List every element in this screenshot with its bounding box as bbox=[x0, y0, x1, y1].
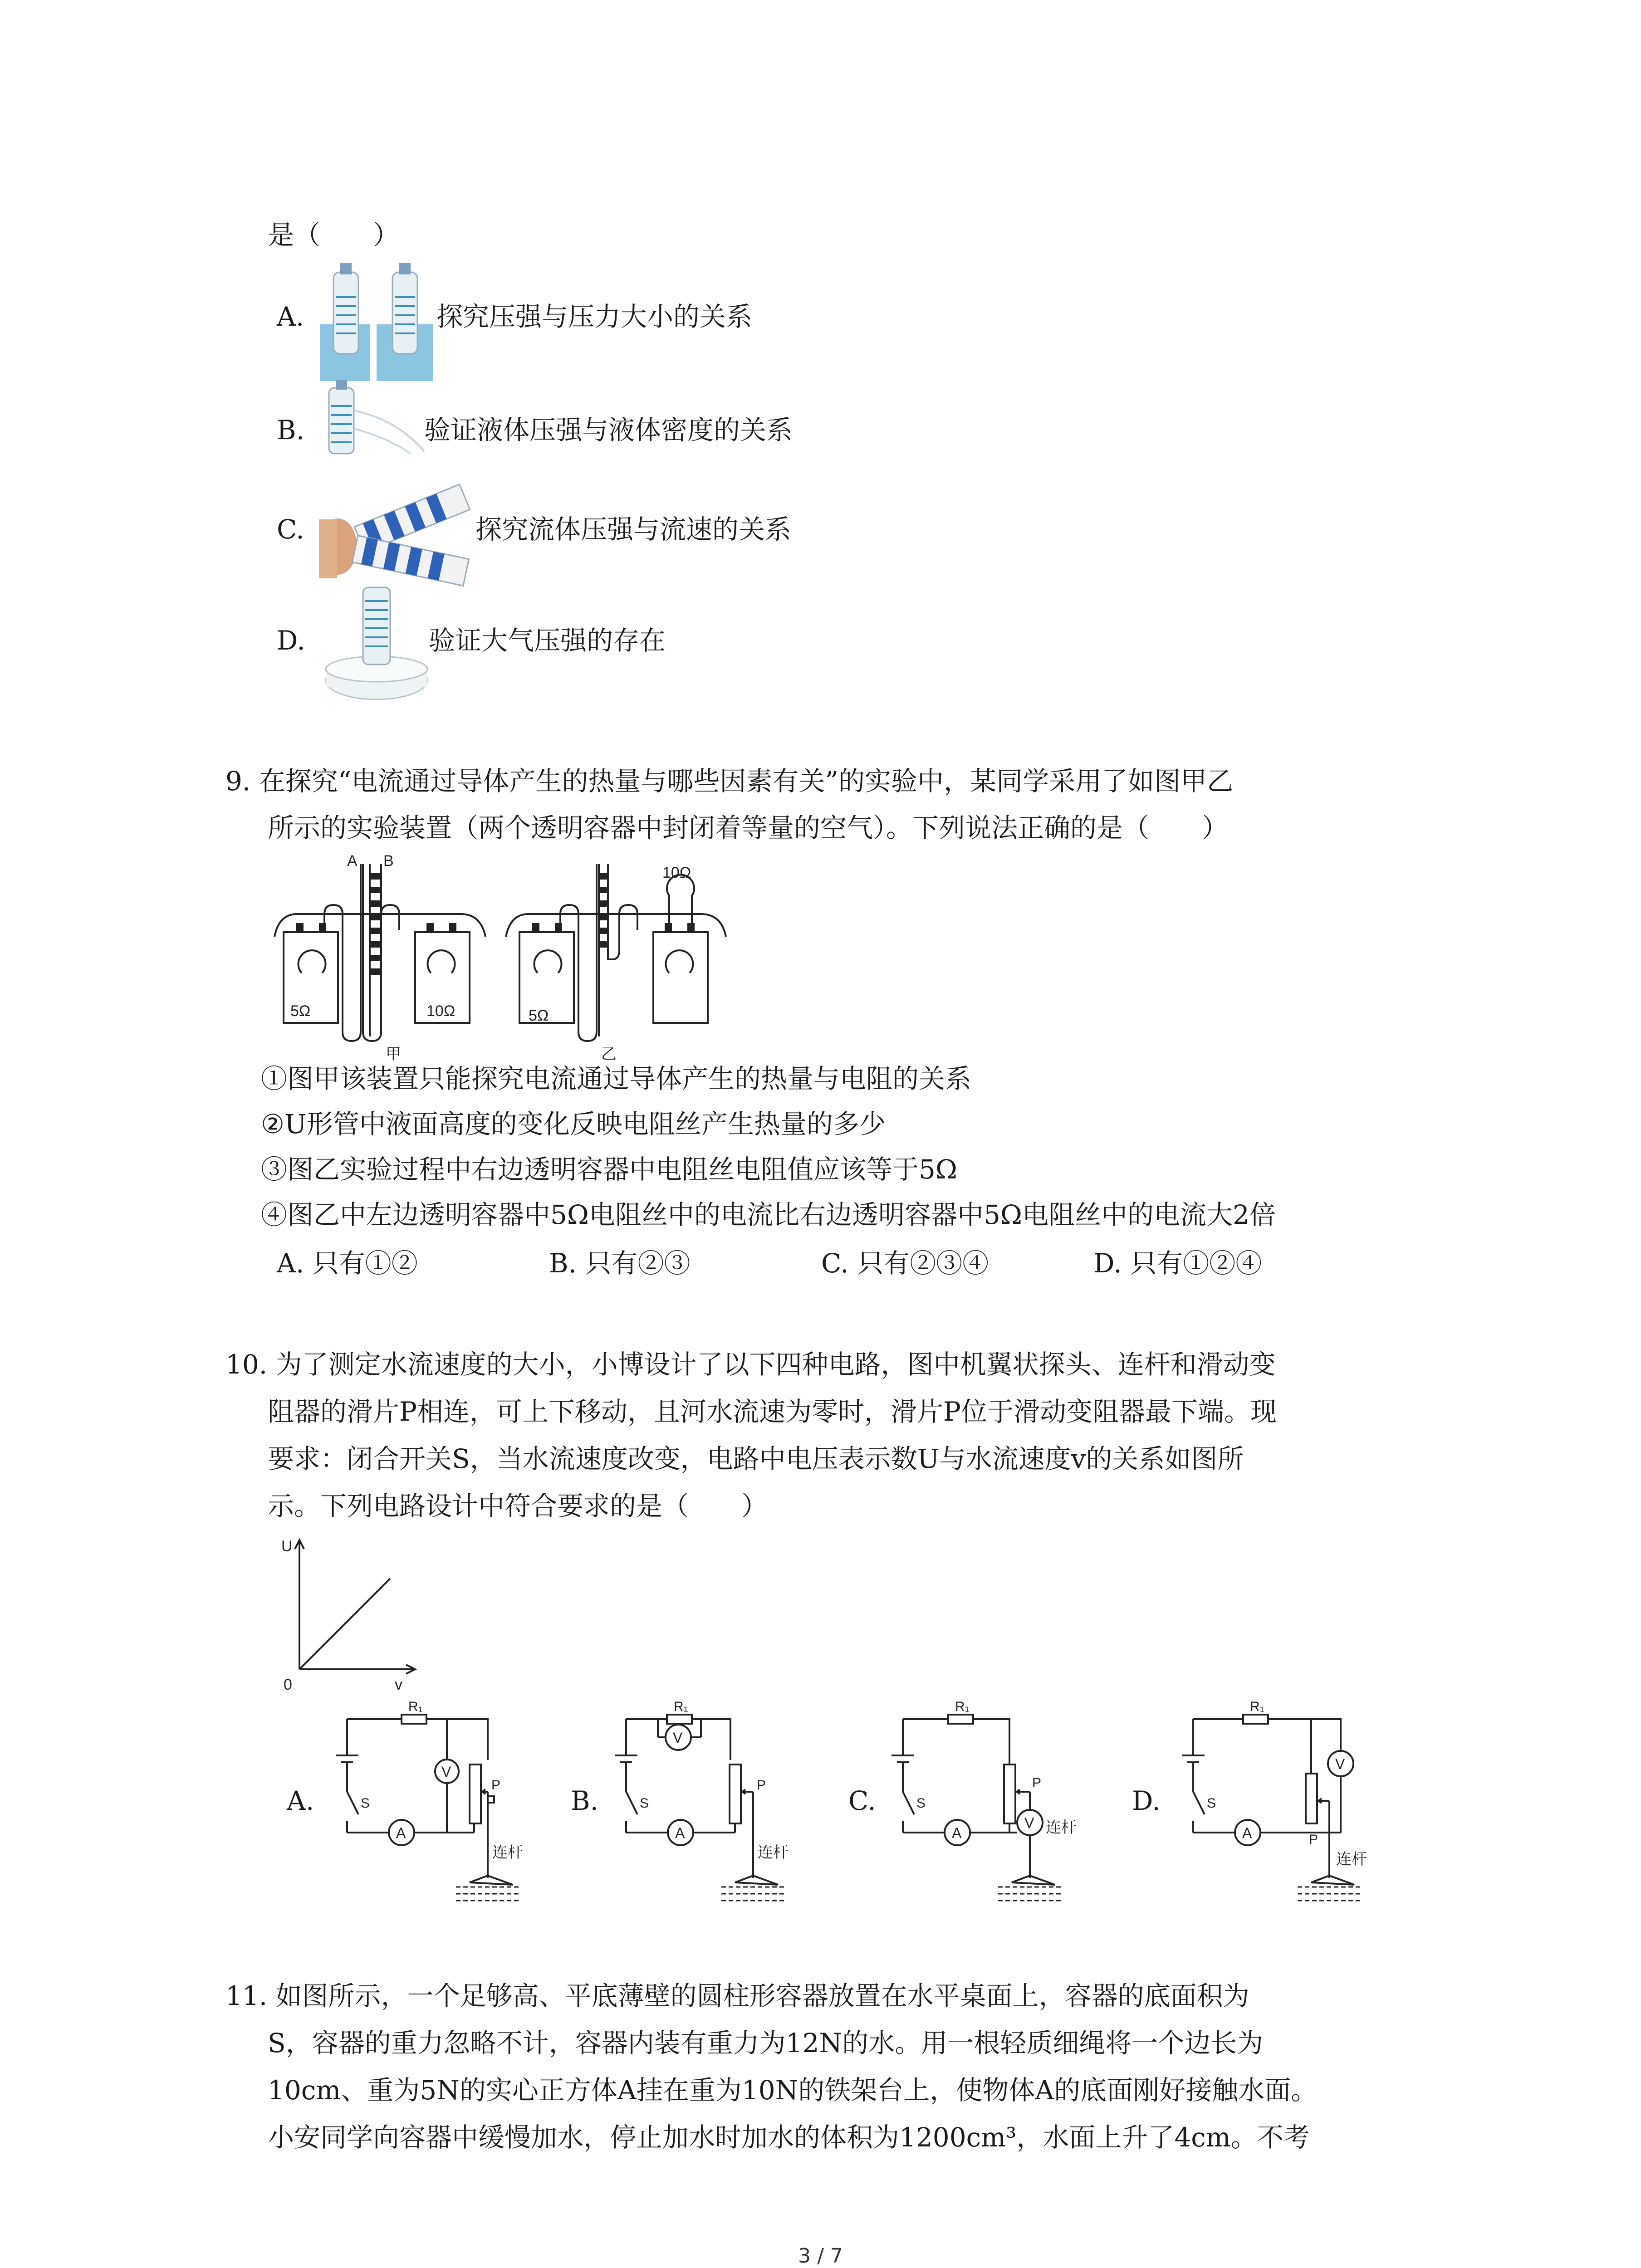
q9-resistor-top-yi: 10Ω bbox=[662, 864, 691, 881]
q10-circuit-d-r1-label: R₁ bbox=[1250, 1699, 1264, 1714]
q10-circuit-b-rod-label: 连杆 bbox=[758, 1843, 789, 1862]
q10-circuit-c-rod-label: 连杆 bbox=[1046, 1818, 1077, 1837]
q9-caption-yi: 乙 bbox=[601, 1046, 617, 1063]
q9-statement-4: ④图乙中左边透明容器中5Ω电阻丝中的电流比右边透明容器中5Ω电阻丝中的电流大2倍 bbox=[261, 1199, 1276, 1230]
q8-option-b-text: 验证液体压强与液体密度的关系 bbox=[424, 415, 793, 445]
q10-stem-line-1: 10. 为了测定水流速度的大小，小博设计了以下四种电路，图中机翼状探头、连杆和滑动变 bbox=[225, 1349, 1276, 1380]
q10-circuit-a-rod-label: 连杆 bbox=[492, 1843, 523, 1862]
q8-option-a-image bbox=[318, 261, 436, 383]
page-number: 3 / 7 bbox=[798, 2244, 843, 2268]
q10-stem-line-2: 阻器的滑片P相连，可上下移动，且河水流速为零时，滑片P位于滑动变阻器最下端。现 bbox=[268, 1396, 1277, 1427]
q11-stem-line-1: 11. 如图所示，一个足够高、平底薄壁的圆柱形容器放置在水平桌面上，容器的底面积为 bbox=[225, 1980, 1249, 2011]
q9-caption-jia: 甲 bbox=[386, 1046, 401, 1063]
q9-statement-3: ③图乙实验过程中右边透明容器中电阻丝电阻值应该等于5Ω bbox=[261, 1154, 957, 1185]
q10-graph-y-label: U bbox=[281, 1538, 293, 1555]
q8-option-c-image bbox=[318, 488, 476, 583]
q8-option-d-letter: D. bbox=[277, 625, 305, 656]
q10-circuit-a-ammeter-label: A bbox=[396, 1825, 406, 1841]
q10-circuit-c-r1-label: R₁ bbox=[955, 1699, 970, 1714]
q9-resistor-left-yi: 5Ω bbox=[529, 1007, 549, 1024]
q9-resistor-left-jia: 5Ω bbox=[290, 1002, 311, 1020]
q10-circuit-c-switch-label: S bbox=[916, 1796, 926, 1811]
q9-stem-line-1: 9. 在探究“电流通过导体产生的热量与哪些因素有关”的实验中，某同学采用了如图甲乙 bbox=[225, 766, 1234, 797]
q10-circuit-d-letter: D. bbox=[1132, 1785, 1161, 1816]
q10-circuit-d-ammeter-label: A bbox=[1242, 1825, 1252, 1841]
q10-circuit-c bbox=[889, 1701, 1084, 1905]
q9-label-a: A bbox=[347, 852, 358, 870]
q10-graph-x-label: v bbox=[395, 1676, 402, 1693]
q10-circuit-c-slider-label: P bbox=[1032, 1775, 1042, 1790]
q10-circuit-c-ammeter-label: A bbox=[952, 1825, 962, 1841]
q10-circuit-b-r1-label: R₁ bbox=[674, 1699, 688, 1714]
q9-resistor-right-jia: 10Ω bbox=[426, 1002, 456, 1020]
q10-circuit-b bbox=[612, 1701, 808, 1905]
q10-circuit-d-switch-label: S bbox=[1207, 1796, 1216, 1811]
q9-statement-1: ①图甲该装置只能探究电流通过导体产生的热量与电阻的关系 bbox=[261, 1063, 972, 1094]
q9-figure bbox=[270, 852, 728, 1064]
q11-stem-line-4: 小安同学向容器中缓慢加水，停止加水时加水的体积为1200cm³，水面上升了4cm。不考 bbox=[268, 2122, 1310, 2153]
q10-circuit-b-letter: B. bbox=[571, 1785, 599, 1816]
q9-choice-c: C. 只有②③④ bbox=[821, 1248, 989, 1279]
q10-stem-line-3: 要求：闭合开关S，当水流速度改变，电路中电压表示数U与水流速度v的关系如图所 bbox=[268, 1443, 1244, 1474]
q10-circuit-d-rod-label: 连杆 bbox=[1336, 1850, 1367, 1868]
q9-choice-a: A. 只有①② bbox=[277, 1248, 418, 1279]
q10-u-v-graph bbox=[277, 1533, 422, 1693]
q8-option-c-text: 探究流体压强与流速的关系 bbox=[475, 514, 792, 545]
q9-stem-line-2: 所示的实验装置（两个透明容器中封闭着等量的空气）。下列说法正确的是（ ） bbox=[268, 812, 1229, 843]
q11-stem-line-2: S，容器的重力忽略不计，容器内装有重力为12N的水。用一根轻质细绳将一个边长为 bbox=[268, 2028, 1264, 2058]
q10-stem-line-4: 示。下列电路设计中符合要求的是（ ） bbox=[268, 1491, 768, 1521]
q10-circuit-d-voltmeter-label: V bbox=[1335, 1756, 1345, 1772]
q10-circuit-a-slider-label: P bbox=[491, 1778, 501, 1793]
q10-graph-origin: 0 bbox=[284, 1676, 292, 1693]
q8-option-d-image bbox=[322, 583, 431, 705]
q10-circuit-c-letter: C. bbox=[848, 1785, 876, 1816]
q8-option-b-letter: B. bbox=[277, 415, 305, 445]
q8-option-a-text: 探究压强与压力大小的关系 bbox=[436, 301, 753, 332]
q8-option-a-letter: A. bbox=[277, 301, 304, 332]
q10-circuit-b-switch-label: S bbox=[640, 1796, 649, 1811]
q10-circuit-d-slider-label: P bbox=[1309, 1832, 1318, 1847]
q10-circuit-a-switch-label: S bbox=[361, 1796, 370, 1811]
q8-option-c-letter: C. bbox=[277, 514, 304, 545]
q10-circuit-a bbox=[333, 1701, 529, 1905]
q10-circuit-a-letter: A. bbox=[287, 1785, 314, 1816]
q9-choice-d: D. 只有①②④ bbox=[1093, 1248, 1262, 1279]
q9-label-b: B bbox=[383, 852, 394, 870]
q9-statement-2: ②U形管中液面高度的变化反映电阻丝产生热量的多少 bbox=[261, 1109, 886, 1139]
q10-circuit-b-voltmeter-label: V bbox=[673, 1730, 683, 1746]
q11-stem-line-3: 10cm、重为5N的实心正方体A挂在重为10N的铁架台上，使物体A的底面刚好接触水面。 bbox=[268, 2075, 1318, 2106]
q10-circuit-c-voltmeter-label: V bbox=[1024, 1815, 1034, 1831]
q8-option-b-image bbox=[320, 379, 438, 456]
q8-option-d-text: 验证大气压强的存在 bbox=[429, 625, 666, 656]
q10-circuit-b-slider-label: P bbox=[757, 1778, 766, 1793]
q8-stem-tail: 是（ ） bbox=[268, 220, 400, 250]
q9-choice-b: B. 只有②③ bbox=[549, 1248, 691, 1279]
q10-circuit-a-voltmeter-label: V bbox=[441, 1764, 451, 1780]
q10-circuit-d bbox=[1180, 1701, 1384, 1905]
q10-circuit-a-r1-label: R₁ bbox=[408, 1699, 423, 1714]
q10-circuit-b-ammeter-label: A bbox=[675, 1825, 685, 1841]
